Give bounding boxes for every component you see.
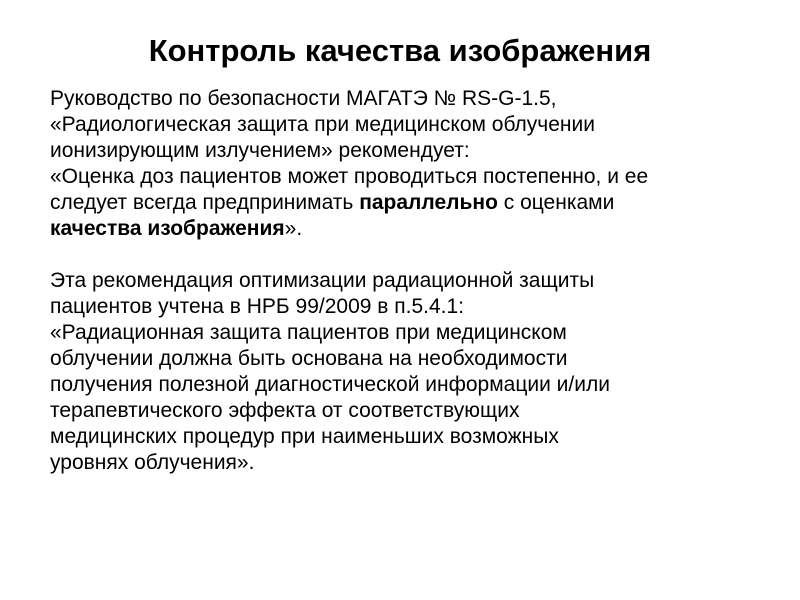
text-line: «Радиологическая защита при медицинском облучении (50, 113, 595, 136)
text-line: «Радиационная защита пациентов при медицинском (50, 321, 567, 344)
text-line (50, 190, 770, 216)
paragraph-recommendation (50, 268, 770, 320)
text-line: Руководство по безопасности МАГАТЭ № RS-G-1.5, (50, 87, 557, 110)
text-line: медицинских процедур при наименьших возможных (50, 425, 559, 448)
text-fragment: следует всегда предпринимать (50, 191, 360, 214)
bold-text: качества изображения (50, 217, 285, 240)
paragraph-dose-assessment-quote (50, 164, 770, 242)
text-line: «Оценка доз пациентов может проводиться постепенно, и ее (50, 165, 649, 188)
bold-text: параллельно (359, 191, 498, 214)
text-line: облучении должна быть основана на необходимости (50, 347, 568, 370)
text-line (50, 216, 770, 242)
text-line: уровнях облучения». (50, 451, 255, 474)
slide-title: Контроль качества изображения (148, 33, 652, 68)
text-fragment: ». (284, 217, 303, 240)
text-line: пациентов учтена в НРБ 99/2009 в п.5.4.1: (50, 295, 465, 318)
text-line: терапевтического эффекта от соответствующих (50, 399, 520, 422)
text-line: Эта рекомендация оптимизации радиационной защиты (50, 269, 595, 292)
paragraph-iaea-guide (50, 86, 770, 164)
paragraph-radiation-protection-quote (50, 320, 770, 476)
text-fragment: с оценками (497, 191, 615, 214)
slide-body (50, 86, 770, 476)
text-line: получения полезной диагностической информации и/или (50, 373, 610, 396)
text-line: ионизирующим излучением» рекомендует: (50, 139, 470, 162)
